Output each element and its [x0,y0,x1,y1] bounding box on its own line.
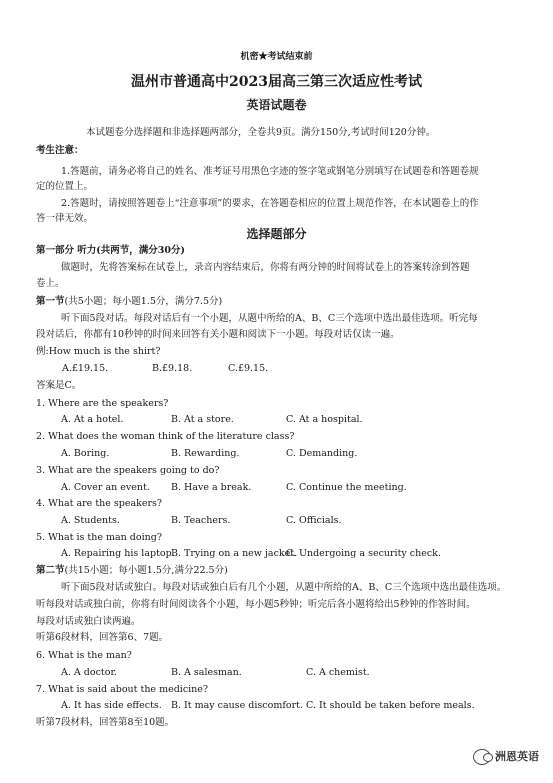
question-7-option-a: A. It has side effects. [61,700,162,711]
question-4-option-a: A. Students. [61,515,120,526]
question-4-option-b: B. Teachers. [171,515,231,526]
question-2-option-a: A. Boring. [61,448,110,459]
section-2-desc: 听下面5段对话或独白。每段对话或独白后有几个小题，从题中所给的A、B、C三个选项中选出最佳选项。 [61,582,507,593]
example-option-c: C.£9.15. [228,363,269,374]
question-5-option-a: A. Repairing his laptop. [61,548,175,559]
question-4: 4. What are the speakers? [36,498,163,509]
question-4-option-c: C. Officials. [286,515,342,526]
part-1-desc-cont: 卷上。 [36,278,65,289]
question-2-option-c: C. Demanding. [286,448,358,459]
question-6-option-c: C. A chemist. [306,667,370,678]
example-question: 例:How much is the shirt? [36,346,161,357]
question-1-option-a: A. At a hotel. [61,414,124,425]
question-6: 6. What is the man? [36,650,132,661]
section-1-heading: 第一节(共5小题；每小题1.5分，满分7.5分) [36,296,223,307]
exam-subtitle: 英语试题卷 [246,98,307,112]
question-1-option-b: B. At a store. [171,414,234,425]
example-answer: 答案是C。 [36,380,82,391]
wechat-icon [473,749,491,765]
question-5-option-b: B. Trying on a new jacket. [171,548,298,559]
section-2-desc-cont: 听每段对话或独白前，你将有时间阅读各个小题，每小题5秒钟；听完后各小题将给出5秒钟的作答时间。 [36,599,476,610]
watermark-text: 洲恩英语 [495,750,539,764]
part-1-desc: 做题时，先将答案标在试卷上，录音内容结束后，你将有两分钟的时间将试卷上的答案转涂到答题 [61,262,470,273]
question-7: 7. What is said about the medicine? [36,684,209,695]
question-2-option-b: B. Rewarding. [171,448,240,459]
exam-title: 温州市普通高中2023届高三第三次适应性考试 [131,74,422,90]
question-1-option-c: C. At a hospital. [286,414,363,425]
question-3: 3. What are the speakers going to do? [36,465,220,476]
question-5: 5. What is the man doing? [36,532,162,543]
section-2-desc-cont2: 每段对话或独白读两遍。 [36,616,141,627]
section-1-desc: 听下面5段对话。每段对话后有一个小题，从题中所给的A、B、C三个选项中选出最佳选项。听完每 [61,313,478,324]
question-3-option-b: B. Have a break. [171,482,252,493]
part-1-heading: 第一部分 听力(共两节，满分30分) [36,245,186,256]
notice-item-2: 2.答题时，请按照答题卷上“注意事项”的要求，在答题卷相应的位置上规范作答，在本试题卷上的作 [61,198,479,209]
notice-item-1-cont: 定的位置上。 [36,181,94,192]
section-title: 选择题部分 [246,227,307,241]
material-7-instruction: 听第7段材料，回答第8至10题。 [36,717,175,728]
notice-item-1: 1.答题前，请务必将自己的姓名、准考证号用黑色字迹的签字笔或钢笔分别填写在试题卷和答题卷规 [61,166,479,177]
question-3-option-a: A. Cover an event. [61,482,150,493]
question-1: 1. Where are the speakers? [36,398,169,409]
section-1-desc-cont: 段对话后，你都有10秒钟的时间来回答有关小题和阅读下一小题。每段对话仅读一遍。 [36,329,400,340]
question-3-option-c: C. Continue the meeting. [286,482,407,493]
watermark [473,749,539,765]
question-2: 2. What does the woman think of the literature class? [36,431,295,442]
confidential-label: 机密★考试结束前 [240,52,313,62]
exam-intro: 本试题卷分选择题和非选择题两部分，全卷共9页。满分150分,考试时间120分钟。 [86,127,436,138]
material-6-instruction: 听第6段材料，回答第6、7题。 [36,632,169,643]
question-7-option-b: B. It may cause discomfort. [171,700,303,711]
notice-heading: 考生注意： [36,145,84,156]
example-option-b: B.£9.18. [152,363,193,374]
question-6-option-a: A. A doctor. [61,667,117,678]
section-2-heading: 第二节(共15小题；每小题1.5分,满分22.5分) [36,565,228,576]
question-5-option-c: C. Undergoing a security check. [286,548,441,559]
example-option-a: A.£19.15. [62,363,109,374]
notice-item-2-cont: 答一律无效。 [36,213,94,224]
question-6-option-b: B. A salesman. [171,667,242,678]
question-7-option-c: C. It should be taken before meals. [306,700,475,711]
